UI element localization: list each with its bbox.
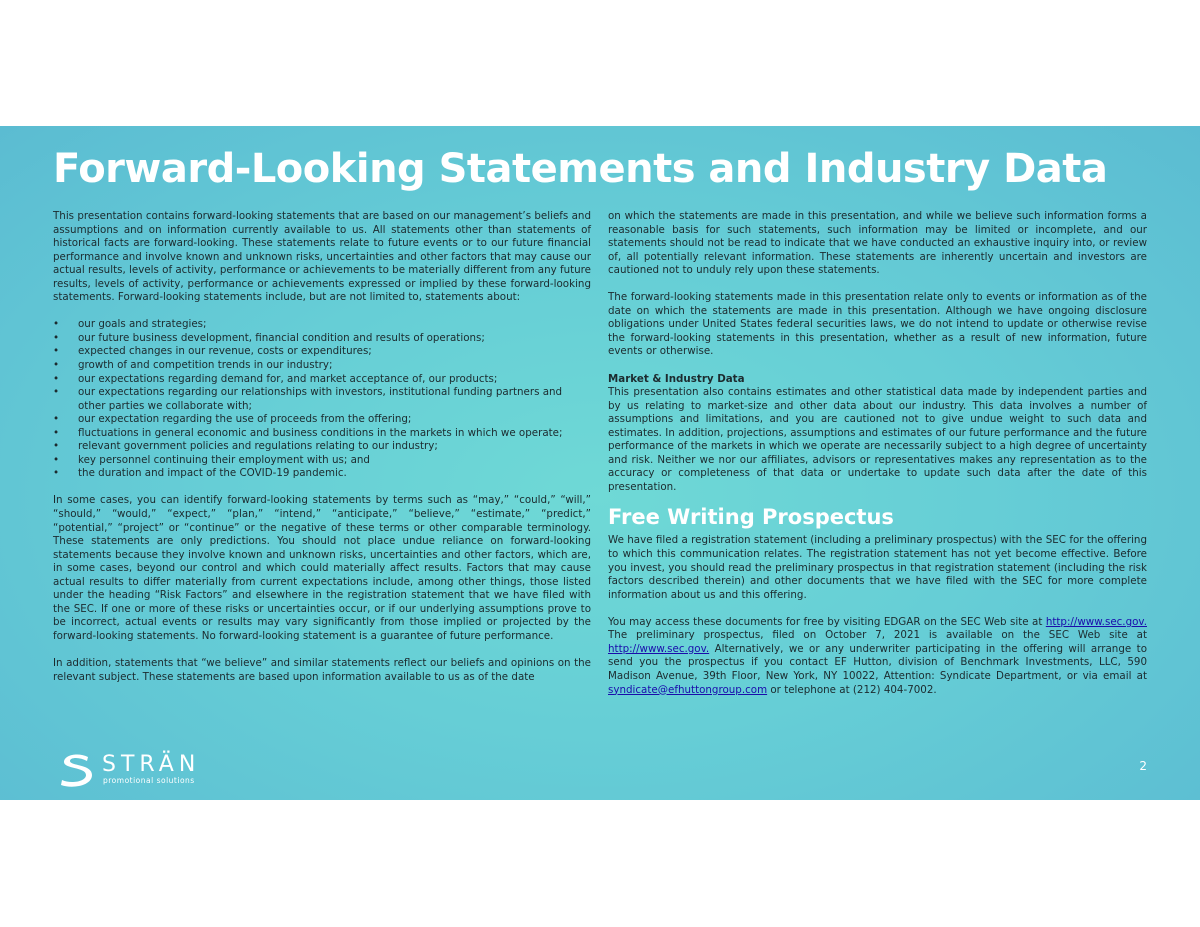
logo-name: STRÄN: [102, 752, 201, 777]
access-text: or telephone at (212) 404-7002.: [767, 683, 937, 696]
page-title: Forward-Looking Statements and Industry Data: [53, 146, 1108, 192]
sec-link[interactable]: http://www.sec.gov.: [1045, 615, 1147, 628]
access-text: Alternatively, we or any underwriter participating in the offering will arrange to send you the prospectus if you contact EF Hutton, division of Benchmark Investments, LLC, 590 Madison Avenue, 39th Floor, New York, NY 10022, Attention: Syndicate Department, or via email at: [608, 642, 1147, 682]
left-column: [53, 210, 591, 684]
list-item: • key personnel continuing their employment with us; and: [53, 454, 591, 468]
stran-logo-icon: [58, 753, 94, 787]
slide: [0, 126, 1200, 800]
list-item: • our expectation regarding the use of proceeds from the offering;: [53, 413, 591, 427]
stran-logo: [58, 751, 218, 789]
continuation-paragraph: on which the statements are made in this presentation, and while we believe such information forms a reasonable basis for such statements, such information may be limited or incomplete, and our statements should not be read to indicate that we have conducted an exhaustive inquiry into, or review of, all potentially relevant information. These statements are inherently uncertain and investors are cautioned not to unduly rely upon these statements.: [608, 210, 1147, 277]
list-item: • our future business development, financial condition and results of operations;: [53, 332, 591, 346]
beliefs-paragraph: In addition, statements that “we believe” and similar statements reflect our beliefs and opinions on the relevant subject. These statements are based upon information available to us as of the date: [53, 657, 591, 683]
list-item: • the duration and impact of the COVID-19 pandemic.: [53, 467, 591, 481]
list-item: • expected changes in our revenue, costs or expenditures;: [53, 345, 591, 359]
market-paragraph: This presentation also contains estimates and other statistical data made by independent parties and by us relating to market-size and other data about our industry. This data involves a number of assumptions and limitations, and you are cautioned not to give undue weight to such data and estimates. In addition, projections, assumptions and estimates of our future performance and the future performance of the markets in which we operate are necessarily subject to a high degree of uncertainty and risk. Neither we nor our affiliates, advisors or representatives makes any representation as to the accuracy or completeness of that data or undertake to update such data after the date of this presentation.: [608, 386, 1147, 493]
logo-tagline: promotional solutions: [103, 776, 195, 785]
market-heading: Market & Industry Data: [608, 372, 745, 385]
update-paragraph: The forward-looking statements made in this presentation relate only to events or information as of the date on which the statements are made in this presentation. Although we have ongoing disclosure obligations under United States federal securities laws, we do not intend to update or otherwise revise the forward-looking statements in this presentation, whether as a result of new information, future events or otherwise.: [608, 291, 1147, 358]
list-item: • our goals and strategies;: [53, 318, 591, 332]
list-item: • fluctuations in general economic and business conditions in the markets in which we operate;: [53, 427, 591, 441]
list-item: • relevant government policies and regulations relating to our industry;: [53, 440, 591, 454]
access-text: You may access these documents for free by visiting EDGAR on the SEC Web site at: [608, 615, 1046, 628]
statement-list: [53, 318, 591, 481]
page-number: 2: [1139, 759, 1147, 773]
right-column: [608, 210, 1147, 697]
fwp-heading: Free Writing Prospectus: [608, 505, 894, 530]
sec-link-2[interactable]: http://www.sec.gov.: [608, 642, 710, 655]
list-item: • our expectations regarding demand for, and market acceptance of, our products;: [53, 373, 591, 387]
access-text: The preliminary prospectus, filed on October 7, 2021 is available on the SEC Web site at: [608, 629, 1147, 642]
email-link[interactable]: syndicate@efhuttongroup.com: [608, 683, 768, 696]
list-item: • growth of and competition trends in our industry;: [53, 359, 591, 373]
intro-paragraph: This presentation contains forward-looking statements that are based on our management’s beliefs and assumptions and on information currently available to us. All statements other than statements of historical facts are forward-looking. These statements relate to future events or to our future financial performance and involve known and unknown risks, uncertainties and other factors that may cause our actual results, levels of activity, performance or achievements to be materially different from any future results, levels of activity, performance or achievements expressed or implied by these forward-looking statements. Forward-looking statements include, but are not limited to, statements about:: [53, 210, 592, 304]
access-paragraph: [608, 616, 1147, 697]
fwp-paragraph: We have filed a registration statement (including a preliminary prospectus) with the SEC for the offering to which this communication relates. The registration statement has not yet become effective. Before you invest, you should read the preliminary prospectus in that registration statement (including the risk factors described therein) and other documents that we have filed with the SEC for more complete information about us and this offering.: [608, 534, 1147, 601]
list-item: • our expectations regarding our relationships with investors, institutional funding partners and other parties we collaborate with;: [53, 386, 591, 413]
terms-paragraph: In some cases, you can identify forward-looking statements by terms such as “may,” “could,” “will,” “should,” “would,” “expect,” “plan,” “intend,” “anticipate,” “believe,” “estimate,” “predict,” “potential,” “project” or “continue” or the negative of these terms or other comparable terminology. These statements are only predictions. You should not place undue reliance on forward-looking statements because they involve known and unknown risks, uncertainties and other factors, which are, in some cases, beyond our control and which could materially affect results. Factors that may cause actual results to differ materially from current expectations include, among other things, those listed under the heading “Risk Factors” and elsewhere in the registration statement that we have filed with the SEC. If one or more of these risks or uncertainties occur, or if our underlying assumptions prove to be incorrect, actual events or results may vary significantly from those implied or projected by the forward-looking statements. No forward-looking statement is a guarantee of future performance.: [53, 494, 591, 642]
